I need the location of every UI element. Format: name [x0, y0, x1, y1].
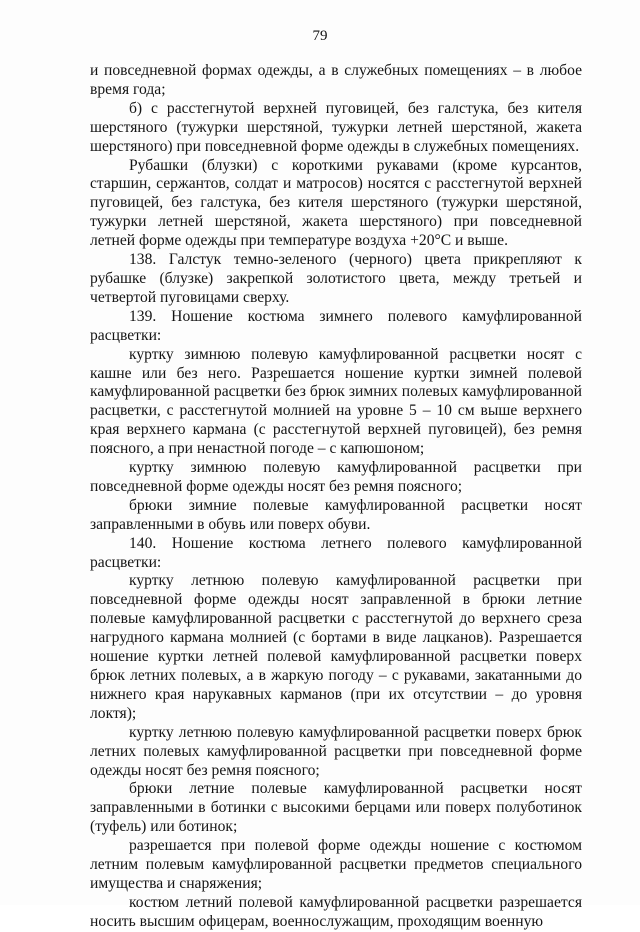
page-number: 79: [312, 28, 328, 44]
paragraph-summer-jacket: куртку летнюю полевую камуфлированной расцветки при повседневной форме одежды носят заправленной в брюки летние полевые камуфлированной расцветки с расстегнутой до верхнего среза нагрудного кармана молнией (с бортами в виде лацканов). Разрешается ношение куртки летней полевой камуфлированной расцветки поверх брюк летних полевых, а в жаркую погоду – с рукавами, закатанными до нижнего края нарукавных карманов (при их отсутствии – до уровня локтя);: [90, 572, 582, 722]
paragraph-winter-jacket: куртку зимнюю полевую камуфлированной расцветки носят с кашне или без него. Разрешается ношение куртки зимней полевой камуфлированной расцветки без брюк зимних полевых камуфлированной расцветки, с расстегнутой молнией на уровне 5 – 10 см выше верхнего края верхнего кармана (с расстегнутой верхней пуговицей), без ремня поясного, а при ненастной погоде – с капюшоном;: [90, 345, 582, 458]
paragraph-item-b: б) с расстегнутой верхней пуговицей, без галстука, без кителя шерстяного (тужурки шерстяной, тужурки летней шерстяной, жакета шерстяного) при повседневной форме одежды в служебных помещениях.: [90, 99, 582, 155]
paragraph-summer-suit-permission: костюм летний полевой камуфлированной расцветки разрешается носить высшим офицерам, военнослужащим, проходящим военную: [90, 893, 582, 930]
paragraph-winter-jacket-daily: куртку зимнюю полевую камуфлированной расцветки при повседневной форме одежды носят без ремня поясного;: [90, 459, 582, 495]
paragraph-continuation: и повседневной формах одежды, а в служебных помещениях – в любое время года;: [90, 62, 582, 98]
paragraph-special-equipment: разрешается при полевой форме одежды ношение с костюмом летним полевым камуфлированной расцветки предметов специального имущества и снаряжения;: [90, 837, 582, 892]
paragraph-138: 138. Галстук темно-зеленого (черного) цвета прикрепляют к рубашке (блузке) закрепкой золотистого цвета, между третьей и четвертой пуговицами сверху.: [90, 251, 582, 306]
paragraph-140: 140. Ношение костюма летнего полевого камуфлированной расцветки:: [90, 534, 582, 571]
paragraph-summer-jacket-daily: куртку летнюю полевую камуфлированной расцветки поверх брюк летних полевых камуфлированной расцветки при повседневной форме одежды носят без ремня поясного;: [90, 723, 582, 779]
paragraph-short-sleeves: Рубашки (блузки) с короткими рукавами (кроме курсантов, старшин, сержантов, солдат и матросов) носятся с расстегнутой верхней пуговицей, без галстука, без кителя шерстяного (тужурки шерстяной, тужурки летней шерстяной, жакета шерстяного) при повседневной летней форме одежды при температуре воздуха +20°С и выше.: [90, 156, 582, 250]
document-body: [90, 62, 582, 932]
paragraph-winter-trousers: брюки зимние полевые камуфлированной расцветки носят заправленными в обувь или поверх обуви.: [90, 496, 582, 533]
paragraph-139: 139. Ношение костюма зимнего полевого камуфлированной расцветки:: [90, 307, 582, 344]
paragraph-summer-trousers: брюки летние полевые камуфлированной расцветки носят заправленными в ботинки с высокими берцами или поверх полуботинок (туфель) или ботинок;: [90, 780, 582, 836]
